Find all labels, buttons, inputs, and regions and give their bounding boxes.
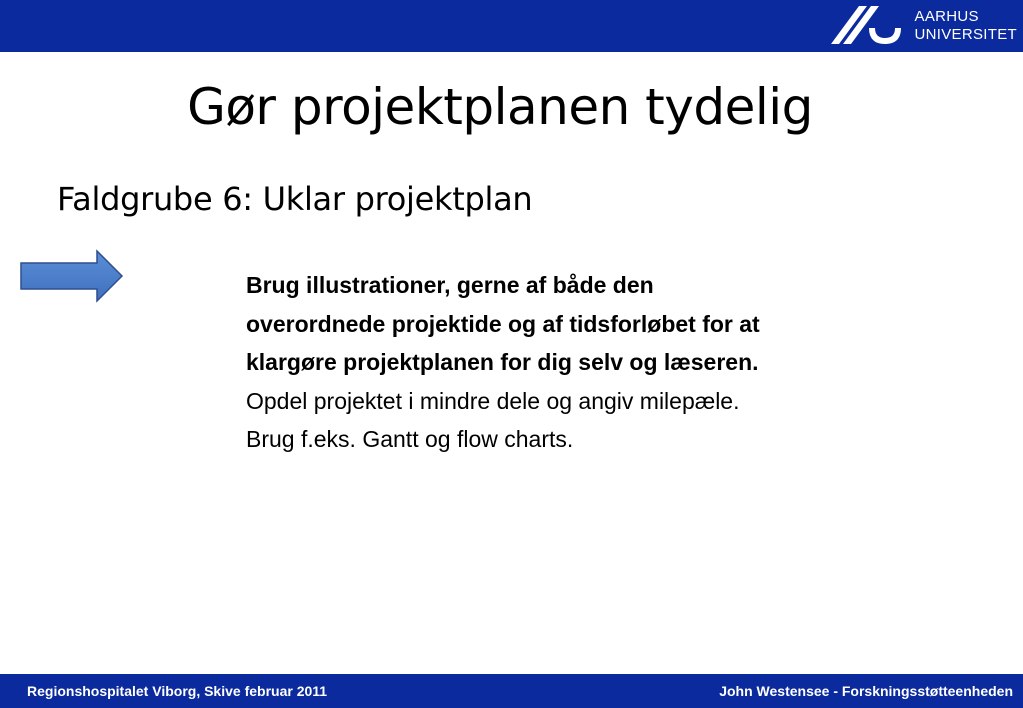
footer-left-text: Regionshospitalet Viborg, Skive februar 2011 — [27, 683, 328, 699]
body-line-2: overordnede projektide og af tidsforløbet for at — [246, 310, 760, 337]
aarhus-logo-icon — [829, 4, 909, 48]
logo-line-2: UNIVERSITET — [914, 26, 1017, 43]
body-line-3: klargøre projektplanen for dig selv og læseren. — [246, 349, 759, 375]
body-line-5: Brug f.eks. Gantt og flow charts. — [246, 426, 574, 452]
body-line-1: Brug illustrationer, gerne af både den — [246, 272, 654, 298]
footer-right-text: John Westensee - Forskningsstøtteenheden — [719, 683, 1013, 699]
logo-line-1: AARHUS — [914, 8, 979, 25]
header-bar — [0, 0, 1023, 50]
slide-subtitle: Faldgrube 6: Uklar projektplan — [57, 180, 533, 218]
slide-title: Gør projektplanen tydelig — [187, 78, 813, 136]
footer-bar — [0, 674, 1023, 708]
slide-body — [246, 266, 896, 459]
body-line-4: Opdel projektet i mindre dele og angiv milepæle. — [246, 387, 740, 414]
logo-wordmark — [915, 8, 1017, 44]
university-logo — [829, 4, 1017, 48]
right-arrow-icon — [19, 249, 125, 308]
header-rule — [0, 50, 1023, 52]
